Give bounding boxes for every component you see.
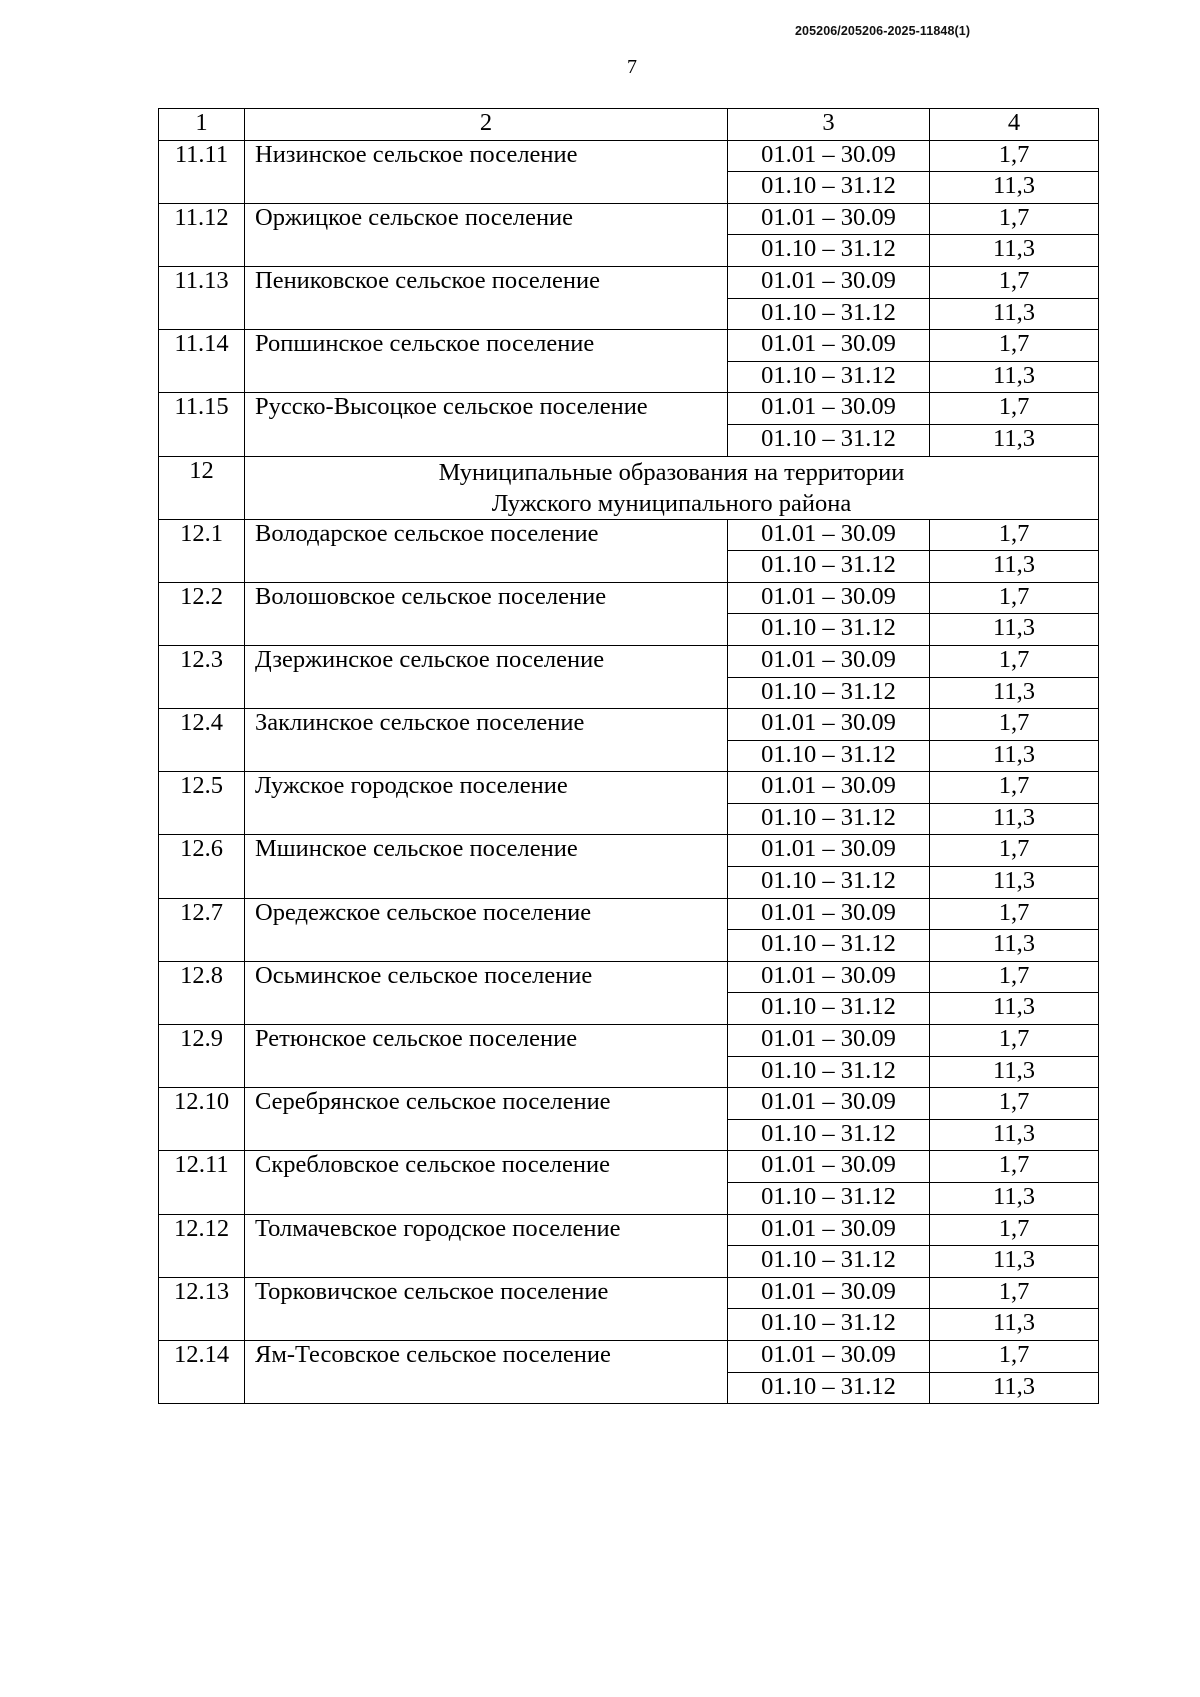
- value-cell: 1,7: [930, 835, 1099, 867]
- row-number: 12.14: [159, 1340, 245, 1403]
- period-cell: 01.10 – 31.12: [728, 1056, 930, 1088]
- period-cell: 01.01 – 30.09: [728, 582, 930, 614]
- period-cell: 01.01 – 30.09: [728, 1151, 930, 1183]
- period-cell: 01.10 – 31.12: [728, 1246, 930, 1278]
- period-cell: 01.10 – 31.12: [728, 1309, 930, 1341]
- value-cell: 11,3: [930, 298, 1099, 330]
- table-row: [159, 1214, 1099, 1246]
- column-header: 3: [728, 109, 930, 141]
- table-row: [159, 582, 1099, 614]
- period-cell: 01.01 – 30.09: [728, 1214, 930, 1246]
- row-number: 12.3: [159, 645, 245, 708]
- value-cell: 11,3: [930, 235, 1099, 267]
- value-cell: 1,7: [930, 330, 1099, 362]
- table-row: [159, 203, 1099, 235]
- settlement-name: Низинское сельское поселение: [245, 140, 728, 203]
- value-cell: 1,7: [930, 709, 1099, 741]
- period-cell: 01.10 – 31.12: [728, 614, 930, 646]
- settlement-name: Толмачевское городское поселение: [245, 1214, 728, 1277]
- settlement-name: Оржицкое сельское поселение: [245, 203, 728, 266]
- table-row: [159, 1025, 1099, 1057]
- value-cell: 1,7: [930, 1088, 1099, 1120]
- value-cell: 11,3: [930, 1119, 1099, 1151]
- column-header: 4: [930, 109, 1099, 141]
- value-cell: 1,7: [930, 772, 1099, 804]
- column-header: 2: [245, 109, 728, 141]
- value-cell: 1,7: [930, 645, 1099, 677]
- row-number: 12.10: [159, 1088, 245, 1151]
- period-cell: 01.10 – 31.12: [728, 1183, 930, 1215]
- period-cell: 01.10 – 31.12: [728, 551, 930, 583]
- period-cell: 01.01 – 30.09: [728, 772, 930, 804]
- period-cell: 01.01 – 30.09: [728, 1088, 930, 1120]
- value-cell: 11,3: [930, 551, 1099, 583]
- value-cell: 11,3: [930, 172, 1099, 204]
- row-number: 12.8: [159, 961, 245, 1024]
- value-cell: 1,7: [930, 582, 1099, 614]
- table-row: [159, 961, 1099, 993]
- value-cell: 11,3: [930, 930, 1099, 962]
- period-cell: 01.01 – 30.09: [728, 330, 930, 362]
- table-row: [159, 1340, 1099, 1372]
- value-cell: 11,3: [930, 677, 1099, 709]
- value-cell: 11,3: [930, 1056, 1099, 1088]
- period-cell: 01.10 – 31.12: [728, 361, 930, 393]
- period-cell: 01.10 – 31.12: [728, 1372, 930, 1404]
- group-title-line: Лужского муниципального района: [491, 489, 852, 517]
- value-cell: 11,3: [930, 1183, 1099, 1215]
- column-header: 1: [159, 109, 245, 141]
- table-row: [159, 519, 1099, 551]
- table-header-row: [159, 109, 1099, 141]
- period-cell: 01.01 – 30.09: [728, 519, 930, 551]
- value-cell: 1,7: [930, 1151, 1099, 1183]
- settlement-name: Заклинское сельское поселение: [245, 709, 728, 772]
- settlement-name: Ям-Тесовское сельское поселение: [245, 1340, 728, 1403]
- page-number: 7: [627, 56, 637, 78]
- period-cell: 01.01 – 30.09: [728, 203, 930, 235]
- table-row: [159, 393, 1099, 425]
- value-cell: 1,7: [930, 1277, 1099, 1309]
- table-row: [159, 1151, 1099, 1183]
- period-cell: 01.01 – 30.09: [728, 266, 930, 298]
- row-number: 12.9: [159, 1025, 245, 1088]
- value-cell: 11,3: [930, 361, 1099, 393]
- period-cell: 01.10 – 31.12: [728, 867, 930, 899]
- document-id: 205206/205206-2025-11848(1): [795, 24, 971, 38]
- period-cell: 01.01 – 30.09: [728, 1025, 930, 1057]
- table-row: [159, 266, 1099, 298]
- period-cell: 01.10 – 31.12: [728, 1119, 930, 1151]
- value-cell: 1,7: [930, 203, 1099, 235]
- settlement-name: Пениковское сельское поселение: [245, 266, 728, 329]
- table-row: [159, 140, 1099, 172]
- settlement-name: Торковичское сельское поселение: [245, 1277, 728, 1340]
- row-number: 11.14: [159, 330, 245, 393]
- period-cell: 01.10 – 31.12: [728, 298, 930, 330]
- value-cell: 11,3: [930, 993, 1099, 1025]
- period-cell: 01.01 – 30.09: [728, 645, 930, 677]
- table-row: [159, 709, 1099, 741]
- settlement-name: Ропшинское сельское поселение: [245, 330, 728, 393]
- period-cell: 01.10 – 31.12: [728, 930, 930, 962]
- value-cell: 11,3: [930, 614, 1099, 646]
- settlement-name: Мшинское сельское поселение: [245, 835, 728, 898]
- period-cell: 01.10 – 31.12: [728, 172, 930, 204]
- row-number: 11.15: [159, 393, 245, 456]
- row-number: 12.2: [159, 582, 245, 645]
- value-cell: 1,7: [930, 961, 1099, 993]
- period-cell: 01.01 – 30.09: [728, 709, 930, 741]
- value-cell: 11,3: [930, 1372, 1099, 1404]
- table-row: [159, 1277, 1099, 1309]
- row-number: 11.13: [159, 266, 245, 329]
- period-cell: 01.01 – 30.09: [728, 1277, 930, 1309]
- period-cell: 01.01 – 30.09: [728, 393, 930, 425]
- period-cell: 01.01 – 30.09: [728, 1340, 930, 1372]
- period-cell: 01.01 – 30.09: [728, 140, 930, 172]
- period-cell: 01.10 – 31.12: [728, 235, 930, 267]
- settlement-name: Серебрянское сельское поселение: [245, 1088, 728, 1151]
- rates-table: [158, 108, 1099, 1404]
- value-cell: 11,3: [930, 867, 1099, 899]
- group-number: 12: [159, 456, 245, 519]
- period-cell: 01.10 – 31.12: [728, 740, 930, 772]
- value-cell: 11,3: [930, 424, 1099, 456]
- table-row: [159, 645, 1099, 677]
- row-number: 12.6: [159, 835, 245, 898]
- row-number: 12.4: [159, 709, 245, 772]
- settlement-name: Дзержинское сельское поселение: [245, 645, 728, 708]
- table-row: [159, 898, 1099, 930]
- settlement-name: Ретюнское сельское поселение: [245, 1025, 728, 1088]
- settlement-name: Лужское городское поселение: [245, 772, 728, 835]
- row-number: 11.12: [159, 203, 245, 266]
- row-number: 12.7: [159, 898, 245, 961]
- settlement-name: Скребловское сельское поселение: [245, 1151, 728, 1214]
- row-number: 12.12: [159, 1214, 245, 1277]
- value-cell: 1,7: [930, 898, 1099, 930]
- table-row: [159, 835, 1099, 867]
- table-row: [159, 330, 1099, 362]
- period-cell: 01.10 – 31.12: [728, 993, 930, 1025]
- value-cell: 1,7: [930, 1340, 1099, 1372]
- value-cell: 11,3: [930, 740, 1099, 772]
- table-row: [159, 772, 1099, 804]
- row-number: 12.1: [159, 519, 245, 582]
- group-row: [159, 456, 1099, 519]
- settlement-name: Оредежское сельское поселение: [245, 898, 728, 961]
- period-cell: 01.10 – 31.12: [728, 803, 930, 835]
- period-cell: 01.10 – 31.12: [728, 424, 930, 456]
- value-cell: 1,7: [930, 519, 1099, 551]
- row-number: 12.13: [159, 1277, 245, 1340]
- period-cell: 01.10 – 31.12: [728, 677, 930, 709]
- value-cell: 11,3: [930, 1309, 1099, 1341]
- settlement-name: Волошовское сельское поселение: [245, 582, 728, 645]
- settlement-name: Осьминское сельское поселение: [245, 961, 728, 1024]
- value-cell: 1,7: [930, 140, 1099, 172]
- row-number: 12.11: [159, 1151, 245, 1214]
- row-number: 11.11: [159, 140, 245, 203]
- period-cell: 01.01 – 30.09: [728, 961, 930, 993]
- settlement-name: Володарское сельское поселение: [245, 519, 728, 582]
- value-cell: 1,7: [930, 266, 1099, 298]
- table-row: [159, 1088, 1099, 1120]
- row-number: 12.5: [159, 772, 245, 835]
- value-cell: 11,3: [930, 803, 1099, 835]
- group-title-line: Муниципальные образования на территории: [438, 458, 905, 486]
- group-title: [245, 456, 1099, 519]
- period-cell: 01.01 – 30.09: [728, 835, 930, 867]
- value-cell: 1,7: [930, 1025, 1099, 1057]
- settlement-name: Русско-Высоцкое сельское поселение: [245, 393, 728, 456]
- period-cell: 01.01 – 30.09: [728, 898, 930, 930]
- value-cell: 1,7: [930, 1214, 1099, 1246]
- value-cell: 1,7: [930, 393, 1099, 425]
- value-cell: 11,3: [930, 1246, 1099, 1278]
